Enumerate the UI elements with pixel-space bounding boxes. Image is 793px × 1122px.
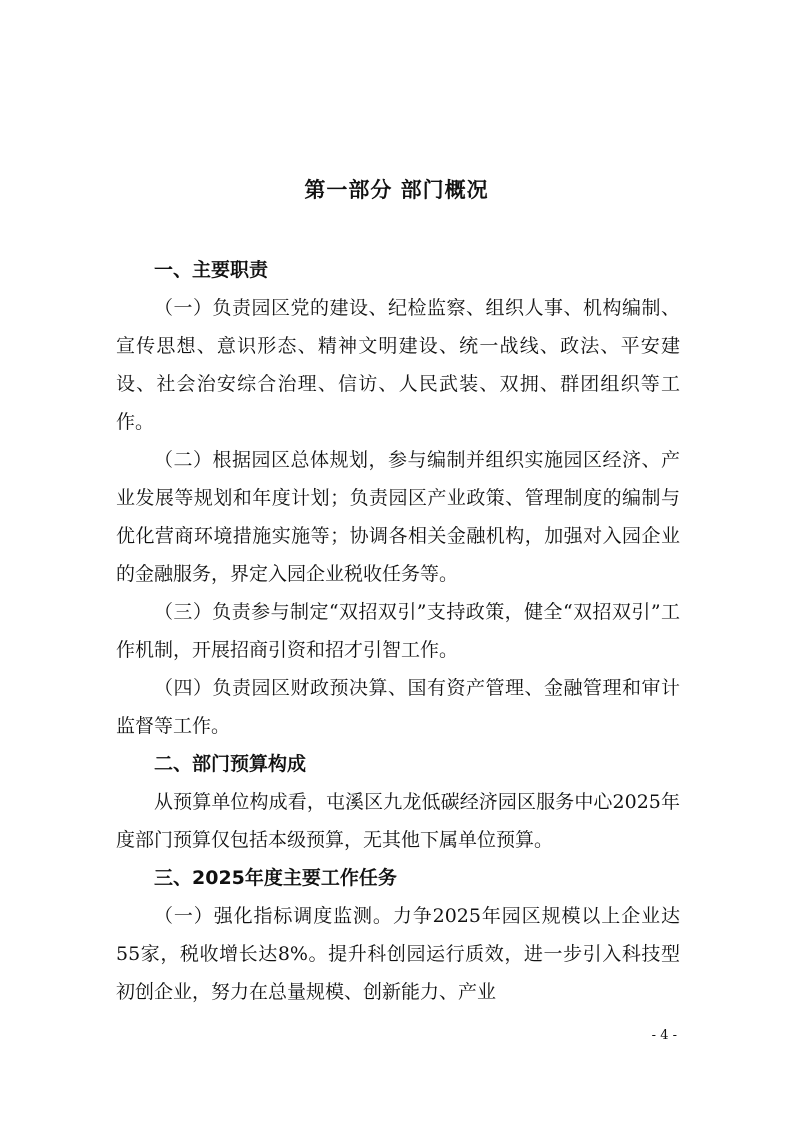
page-number: - 4 - bbox=[651, 1028, 677, 1043]
paragraph-task-1: （一）强化指标调度监测。力争2025年园区规模以上企业达55家，税收增长达8%。提升科创园运行质效，进一步引入科技型初创企业，努力在总量规模、创新能力、产业 bbox=[116, 905, 680, 1003]
section-heading-budget-composition: 二、部门预算构成 bbox=[154, 753, 307, 775]
paragraph-budget-composition: 从预算单位构成看，屯溪区九龙低碳经济园区服务中心2025年度部门预算仅包括本级预算，无其他下属单位预算。 bbox=[116, 791, 680, 851]
paragraph-duty-2: （二）根据园区总体规划，参与编制并组织实施园区经济、产业发展等规划和年度计划；负责园区产业政策、管理制度的编制与优化营商环境措施实施等；协调各相关金融机构，加强对入园企业的金融服务，界定入园企业税收任务等。 bbox=[116, 449, 680, 585]
section-heading-main-duties: 一、主要职责 bbox=[154, 259, 269, 281]
document-body bbox=[116, 251, 680, 1011]
page-title: 第一部分 部门概况 bbox=[304, 178, 489, 202]
paragraph-duty-1: （一）负责园区党的建设、纪检监察、组织人事、机构编制、宣传思想、意识形态、精神文明建设、统一战线、政法、平安建设、社会治安综合治理、信访、人民武装、双拥、群团组织等工作。 bbox=[116, 297, 680, 433]
section-heading-work-tasks: 三、2025年度主要工作任务 bbox=[154, 867, 397, 889]
paragraph-duty-4: （四）负责园区财政预决算、国有资产管理、金融管理和审计监督等工作。 bbox=[116, 677, 680, 737]
paragraph-duty-3: （三）负责参与制定“双招双引”支持政策，健全“双招双引”工作机制，开展招商引资和招才引智工作。 bbox=[116, 601, 680, 661]
